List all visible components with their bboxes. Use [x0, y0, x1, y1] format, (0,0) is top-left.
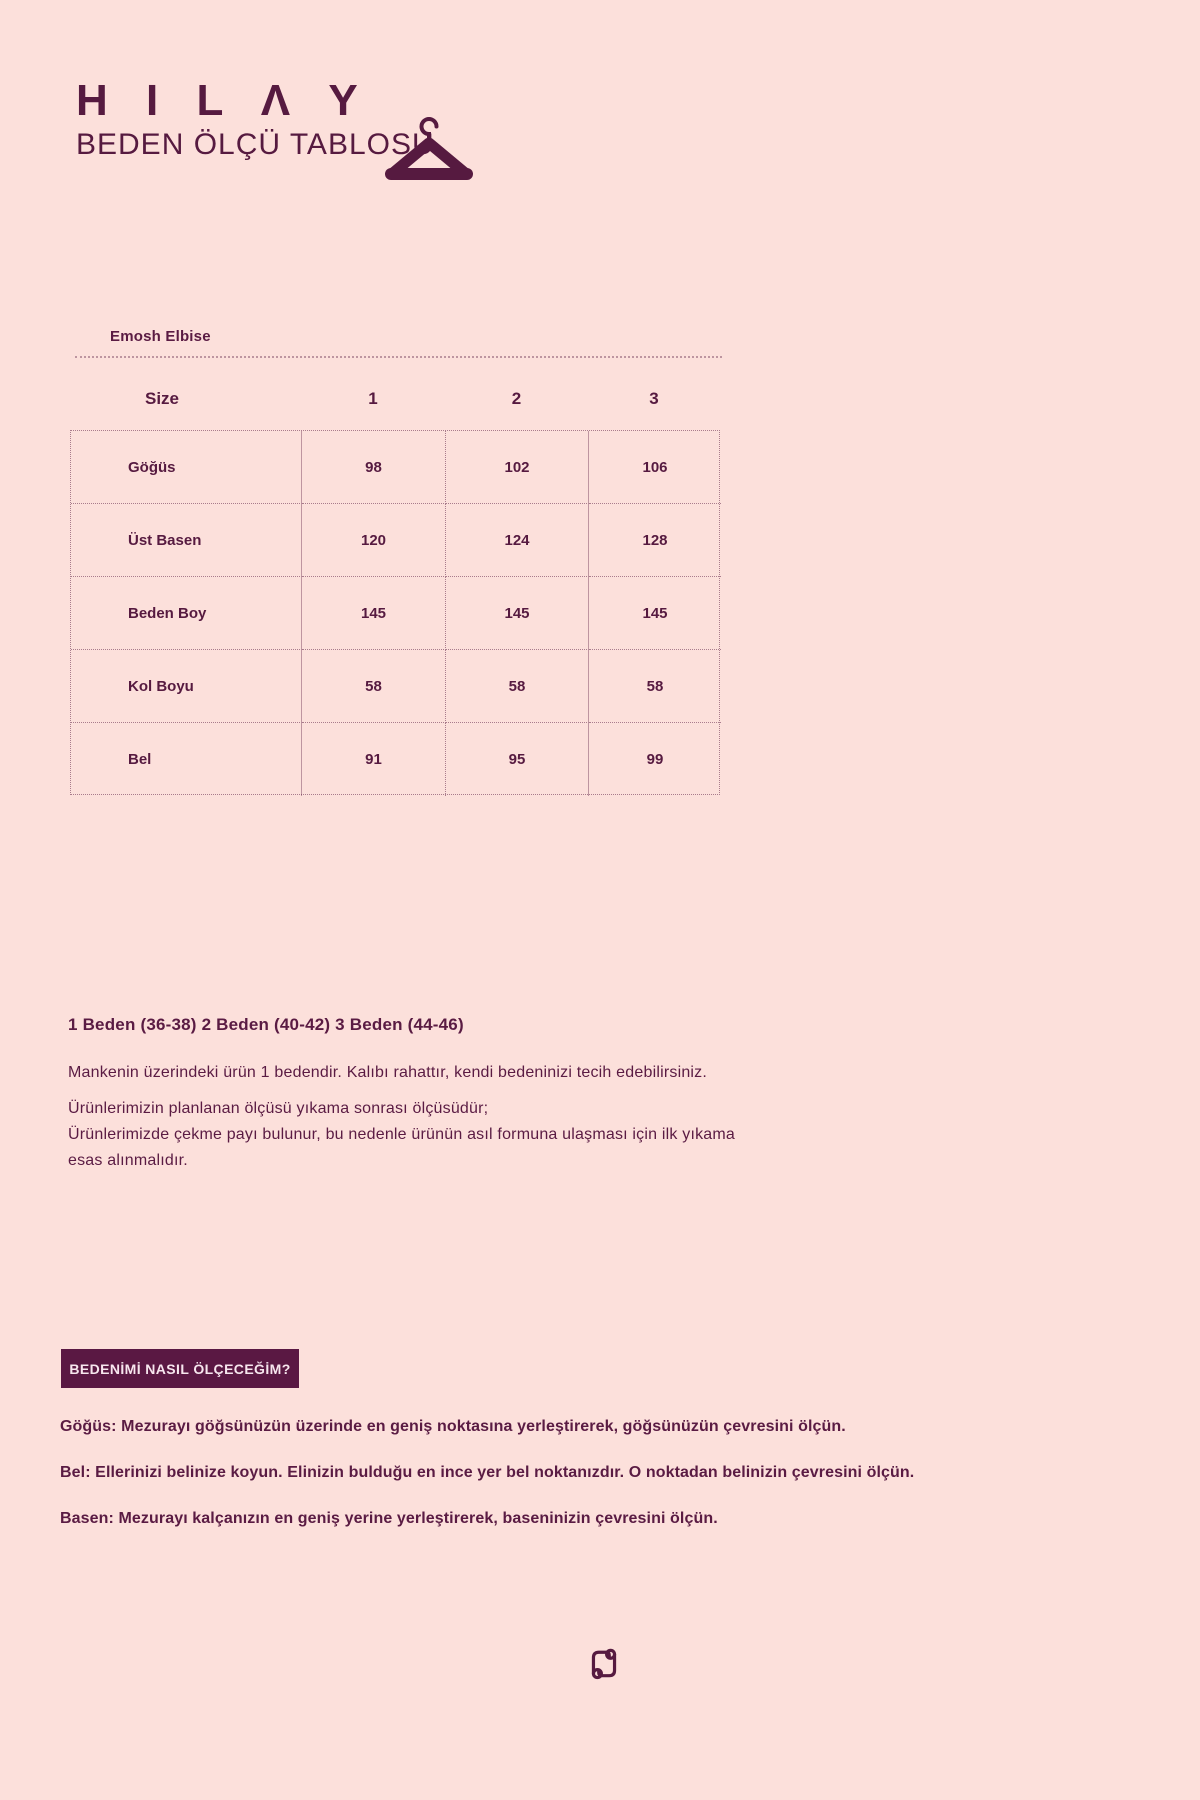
- size-legend: 1 Beden (36-38) 2 Beden (40-42) 3 Beden (44-46): [68, 1015, 464, 1034]
- page-title: BEDEN ÖLÇÜ TABLOSU: [76, 128, 435, 161]
- cell-kol-boyu-size3: 58: [589, 650, 721, 723]
- product-name: Emosh Elbise: [110, 328, 211, 345]
- row-label-kol-boyu: Kol Boyu: [71, 650, 302, 723]
- row-label-beden-boy: Beden Boy: [71, 577, 302, 650]
- cell-beden-boy-size2: 145: [446, 577, 589, 650]
- cell-ust-basen-size2: 124: [446, 504, 589, 577]
- wash-note-line-3: esas alınmalıdır.: [68, 1152, 188, 1169]
- cell-bel-size1: 91: [302, 723, 446, 796]
- cell-gogus-size1: 98: [302, 431, 446, 504]
- hanger-icon: [384, 104, 474, 190]
- instruction-gogus: Göğüs: Mezurayı göğsünüzün üzerinde en geniş noktasına yerleştirerek, göğsünüzün çevresini ölçün.: [60, 1418, 846, 1435]
- cell-beden-boy-size1: 145: [302, 577, 446, 650]
- brand-monogram-icon: [588, 1644, 620, 1684]
- brand-logo: H I L Λ Y: [76, 76, 371, 125]
- size-table-header: [70, 384, 720, 414]
- wash-note-line-2: Ürünlerimizde çekme payı bulunur, bu nedenle ürünün asıl formuna ulaşması için ilk yıkama: [68, 1126, 736, 1143]
- product-divider: [75, 356, 722, 358]
- instruction-basen: Basen: Mezurayı kalçanızın en geniş yerine yerleştirerek, baseninizin çevresini ölçün.: [60, 1510, 718, 1527]
- cell-beden-boy-size3: 145: [589, 577, 721, 650]
- row-label-ust-basen: Üst Basen: [71, 504, 302, 577]
- cell-gogus-size3: 106: [589, 431, 721, 504]
- size-2-header: 2: [511, 389, 522, 408]
- mannequin-note: Mankenin üzerindeki ürün 1 bedendir. Kalıbı rahattır, kendi bedeninizi tecih edebilirsiniz.: [68, 1064, 708, 1081]
- cell-bel-size3: 99: [646, 751, 664, 768]
- cell-ust-basen-size1: 120: [302, 504, 446, 577]
- size-column-header: Size: [145, 389, 180, 408]
- wash-note: [68, 1096, 735, 1174]
- row-label-gogus: Göğüs: [71, 431, 302, 504]
- how-to-measure-button[interactable]: BEDENİMİ NASIL ÖLÇECEĞİM?: [61, 1349, 299, 1388]
- wash-note-line-1: Ürünlerimizin planlanan ölçüsü yıkama sonrası ölçüsüdür;: [68, 1100, 489, 1117]
- cell-bel-size2: 95: [446, 723, 589, 796]
- cell-ust-basen-size3: 128: [589, 504, 721, 577]
- cell-kol-boyu-size1: 58: [302, 650, 446, 723]
- size-table: [70, 430, 720, 795]
- size-3-header: 3: [649, 389, 659, 408]
- instruction-bel: Bel: Ellerinizi belinize koyun. Elinizin bulduğu en ince yer bel noktanızdır. O noktadan belinizin çevresini ölçün.: [60, 1464, 915, 1481]
- size-1-header: 1: [368, 389, 378, 408]
- row-label-bel: Bel: [71, 723, 302, 796]
- cell-kol-boyu-size2: 58: [446, 650, 589, 723]
- cell-gogus-size2: 102: [446, 431, 589, 504]
